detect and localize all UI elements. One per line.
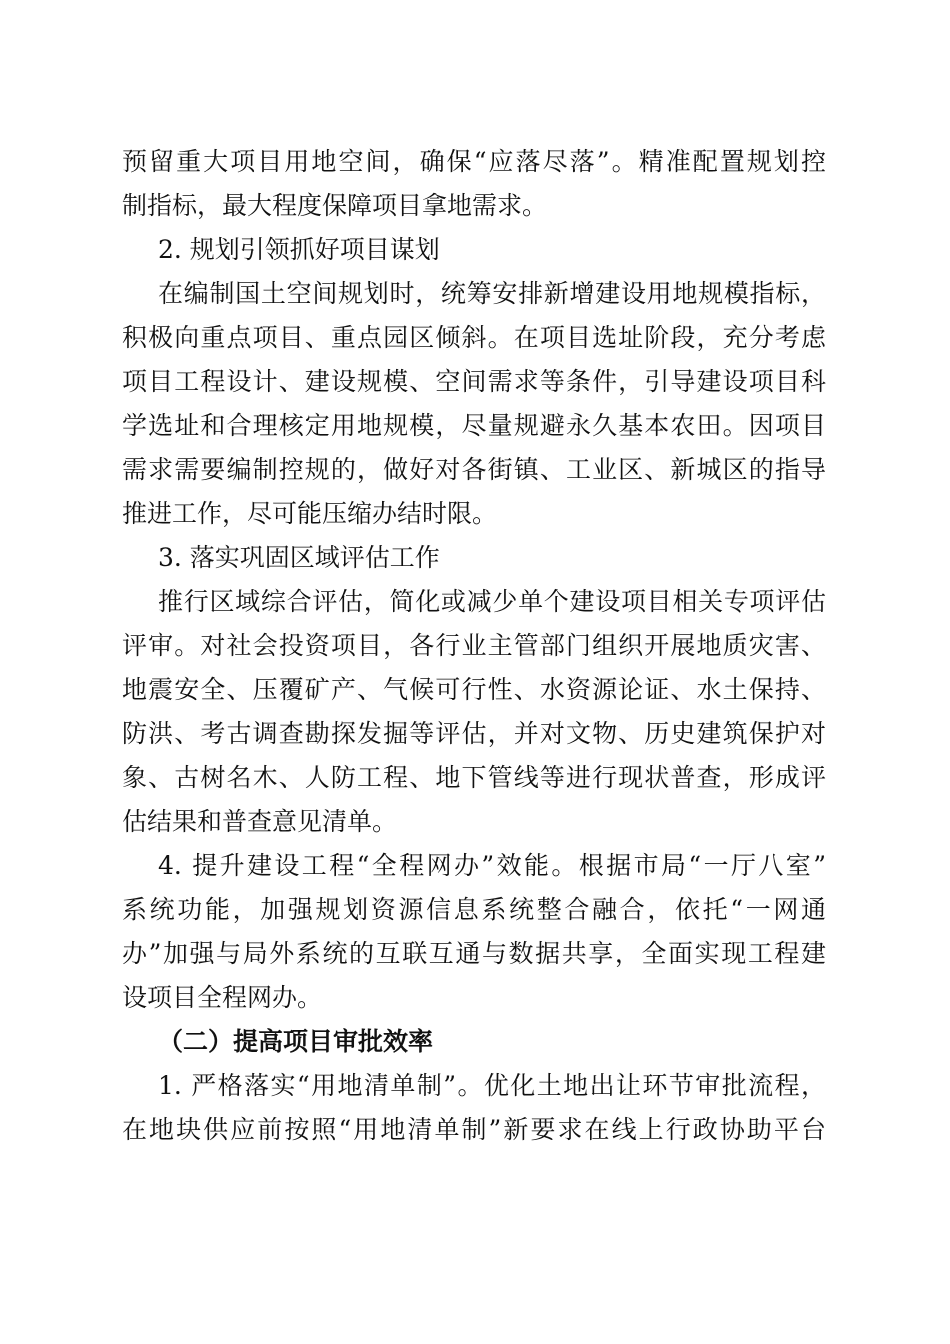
subheading-text: 2. 规划引领抓好项目谋划: [158, 235, 440, 264]
paragraph-line: 象、古树名木、人防工程、地下管线等进行现状普查，形成评: [122, 763, 826, 792]
paragraph-4: [122, 844, 826, 1020]
paragraph-line: 办”加强与局外系统的互联互通与数据共享，全面实现工程建: [122, 939, 826, 968]
paragraph-line: 推行区域综合评估，简化或减少单个建设项目相关专项评估: [158, 587, 826, 616]
paragraph-2: [122, 272, 826, 536]
paragraph-line: 在编制国土空间规划时，统筹安排新增建设用地规模指标，: [158, 279, 826, 308]
paragraph-3: [122, 580, 826, 844]
subheading-text: 3. 落实巩固区域评估工作: [158, 543, 440, 572]
paragraph-line: 积极向重点项目、重点园区倾斜。在项目选址阶段，充分考虑: [122, 323, 826, 352]
paragraph-line: 设项目全程网办。: [122, 983, 323, 1012]
paragraph-line: 需求需要编制控规的，做好对各街镇、工业区、新城区的指导: [122, 455, 826, 484]
paragraph-line: 系统功能，加强规划资源信息系统整合融合，依托“一网通: [122, 895, 826, 924]
subheading-2: [122, 228, 826, 272]
paragraph-line: 地震安全、压覆矿产、气候可行性、水资源论证、水土保持、: [122, 675, 826, 704]
paragraph-line: 预留重大项目用地空间，确保“应落尽落”。精准配置规划控: [122, 147, 826, 176]
subheading-3: [122, 536, 826, 580]
paragraph-line: 4. 提升建设工程“全程网办”效能。根据市局“一厅八室”: [158, 851, 826, 880]
paragraph-line: 学选址和合理核定用地规模，尽量规避永久基本农田。因项目: [122, 411, 826, 440]
paragraph-line: 估结果和普查意见清单。: [122, 807, 398, 836]
paragraph-line: 制指标，最大程度保障项目拿地需求。: [122, 191, 548, 220]
paragraph-5: [122, 1064, 826, 1152]
paragraph-line: 在地块供应前按照“用地清单制”新要求在线上行政协助平台: [122, 1115, 826, 1144]
section-heading-2: [122, 1020, 826, 1064]
paragraph-line: 评审。对社会投资项目，各行业主管部门组织开展地质灾害、: [122, 631, 826, 660]
document-body: [122, 140, 826, 1152]
paragraph-line: 推进工作，尽可能压缩办结时限。: [122, 499, 498, 528]
section-heading-text: （二）提高项目审批效率: [158, 1027, 434, 1056]
paragraph-line: 防洪、考古调查勘探发掘等评估，并对文物、历史建筑保护对: [122, 719, 826, 748]
paragraph-line: 项目工程设计、建设规模、空间需求等条件，引导建设项目科: [122, 367, 826, 396]
paragraph-line: 1. 严格落实“用地清单制”。优化土地出让环节审批流程，: [158, 1071, 826, 1100]
paragraph-1: [122, 140, 826, 228]
